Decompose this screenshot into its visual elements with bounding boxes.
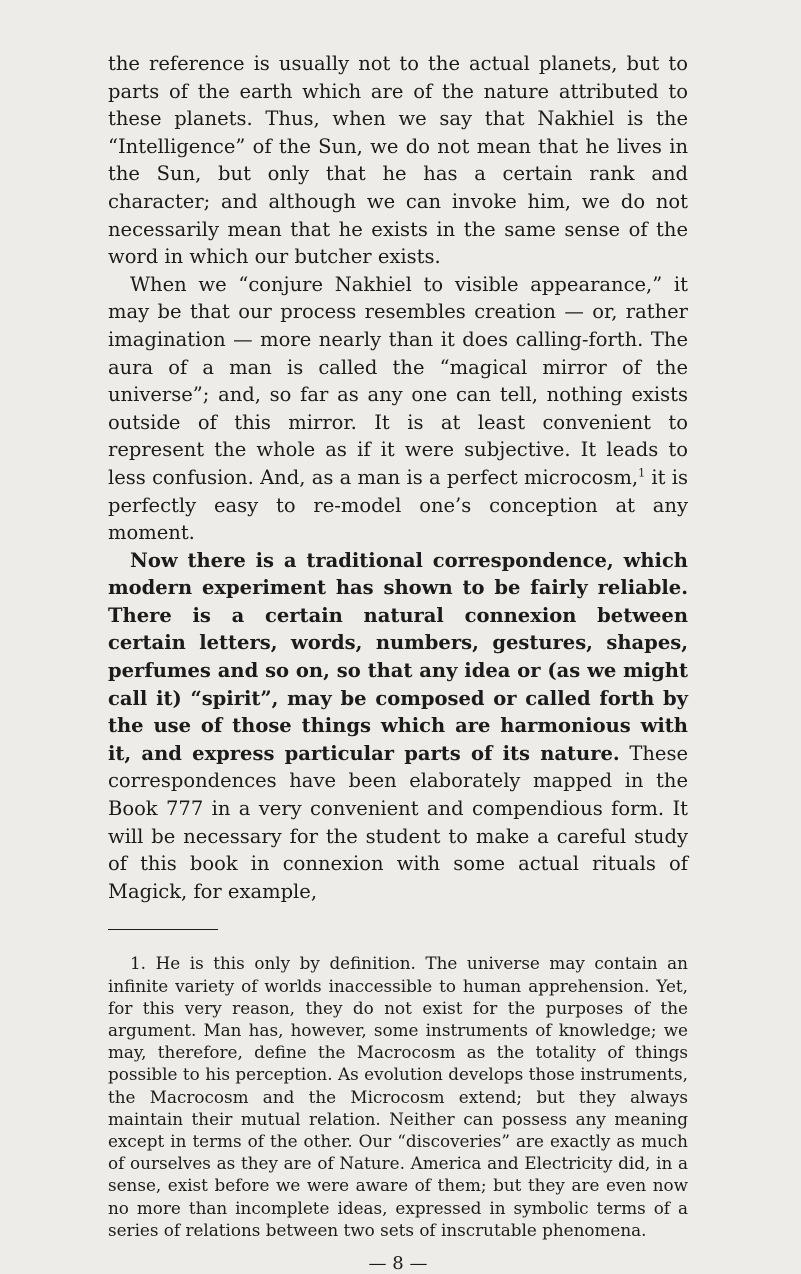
paragraph-2-text-before-ref: When we “conjure Nakhiel to visible appearance,” it may be that our process resembles creation — or, rather imagination — more nearly than it does calling-forth. The aura of a man is called the “magical mirror of the universe”; and, so far as any one can tell, nothing exists outside of this mirror. It is at least convenient to represent the whole as if it were subjective. It leads to less confusion. And, as a man is a perfect microcosm,	[108, 272, 688, 489]
page-number: — 8 —	[368, 1253, 428, 1274]
footnote-divider	[108, 929, 218, 930]
paragraph-3-bold-text: Now there is a traditional correspondence, which modern experiment has shown to be fairly reliable. There is a certain natural connexion between certain letters, words, numbers, gestures, shapes, perfumes and so on, so that any idea or (as we might call it) “spirit”, may be composed or called forth by the use of those things which are harmonious with it, and express particular parts of its nature.	[108, 548, 688, 765]
book-page	[108, 50, 688, 1274]
footnote-reference: 1	[638, 466, 646, 480]
paragraph-3	[108, 547, 688, 906]
footnote-1: 1. He is this only by definition. The universe may contain an infinite variety of worlds inaccessible to human apprehension. Yet, for this very reason, they do not exist for the purposes of the argument. Man has, however, some instruments of knowledge; we may, therefore, define the Macrocosm as the totality of things possible to his perception. As evolution develops those instruments, the Macrocosm and the Microcosm extend; but they always maintain their mutual relation. Neither can possess any meaning except in terms of the other. Our “discoveries” are exactly as much of ourselves as they are of Nature. America and Electricity did, in a sense, exist before we were aware of them; but they are even now no more than incomplete ideas, expressed in symbolic terms of a series of relations between two sets of inscrutable phenomena.	[108, 953, 688, 1240]
paragraph-3-regular-text: These correspondences have been elaborately mapped in the Book 777 in a very convenient and compendious form. It will be necessary for the student to make a careful study of this book in connexion with some actual rituals of Magick, for example,	[108, 741, 688, 903]
paragraph-1: the reference is usually not to the actual planets, but to parts of the earth which are of the nature attributed to these planets. Thus, when we say that Nakhiel is the “Intelligence” of the Sun, we do not mean that he lives in the Sun, but only that he has a certain rank and character; and although we can invoke him, we do not necessarily mean that he exists in the same sense of the word in which our butcher exists.	[108, 52, 688, 269]
paragraph-2-text-after-ref: it is perfectly easy to re-model one’s conception at any moment.	[108, 465, 688, 545]
paragraph-2	[108, 271, 688, 547]
